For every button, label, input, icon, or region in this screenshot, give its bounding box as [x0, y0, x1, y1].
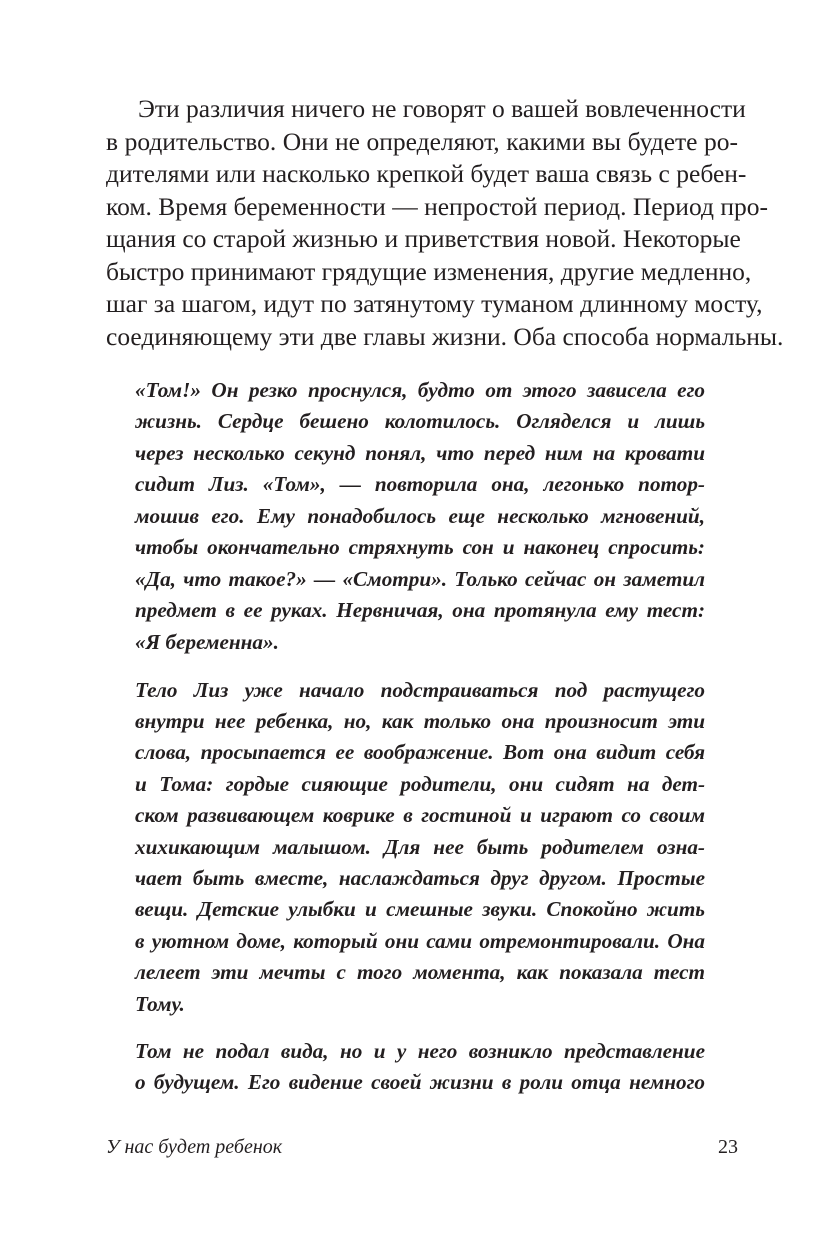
text-line: шаг за шагом, идут по затянутому туманом длинному мосту,: [106, 289, 763, 318]
story-line: «Да, что такое?» — «Смотри». Только сейчас он заметил: [135, 567, 705, 591]
text-line: Эти различия ничего не говорят о вашей вовлеченности: [138, 94, 746, 123]
story-line: Тому.: [135, 992, 185, 1016]
story-line: и Тома: гордые сияющие родители, они сидят на дет-: [135, 772, 705, 796]
story-line: мошив его. Ему понадобилось еще несколько мгновений,: [135, 504, 705, 528]
story-line: о будущем. Его видение своей жизни в роли отца немного: [135, 1070, 705, 1094]
story-line: внутри нее ребенка, но, как только она произносит эти: [135, 709, 705, 733]
story-line: жизнь. Сердце бешено колотилось. Огляделся и лишь: [135, 409, 705, 433]
text-line: дителями или насколько крепкой будет ваша связь с ребен-: [106, 159, 747, 188]
story-line: чтобы окончательно стряхнуть сон и наконец спросить:: [135, 535, 705, 559]
story-line: в уютном доме, который они сами отремонтировали. Она: [135, 929, 705, 953]
story-line: хихикающим малышом. Для нее быть родителем озна-: [135, 835, 705, 859]
story-line: предмет в ее руках. Нервничая, она протянула ему тест:: [135, 598, 705, 622]
story-line: лелеет эти мечты с того момента, как показала тест: [135, 960, 705, 984]
story-line: «Я беременна».: [135, 630, 279, 654]
story-line: «Том!» Он резко проснулся, будто от этого зависела его: [135, 378, 705, 402]
story-line: вещи. Детские улыбки и смешные звуки. Спокойно жить: [135, 897, 705, 921]
text-line: щания со старой жизнью и приветствия новой. Некоторые: [106, 224, 741, 253]
text-line: быстро принимают грядущие изменения, другие медленно,: [106, 257, 752, 286]
text-line: в родительство. Они не определяют, какими вы будете ро-: [106, 127, 738, 156]
story-line: сидит Лиз. «Том», — повторила она, легонько потор-: [135, 472, 705, 496]
story-line: ском развивающем коврике в гостиной и играют со своим: [135, 803, 705, 827]
story-line: слова, просыпается ее воображение. Вот она видит себя: [135, 740, 705, 764]
page-number: 23: [718, 1136, 738, 1158]
text-line: ком. Время беременности — непростой период. Период про-: [106, 192, 768, 221]
story-line: чает быть вместе, наслаждаться друг другом. Простые: [135, 866, 705, 890]
story-line: через несколько секунд понял, что перед ним на кровати: [135, 441, 705, 465]
running-title: У нас будет ребенок: [106, 1136, 283, 1158]
text-line: соединяющему эти две главы жизни. Оба способа нормальны.: [106, 322, 784, 351]
story-line: Тело Лиз уже начало подстраиваться под растущего: [135, 678, 705, 702]
story-line: Том не подал вида, но и у него возникло представление: [135, 1039, 705, 1063]
